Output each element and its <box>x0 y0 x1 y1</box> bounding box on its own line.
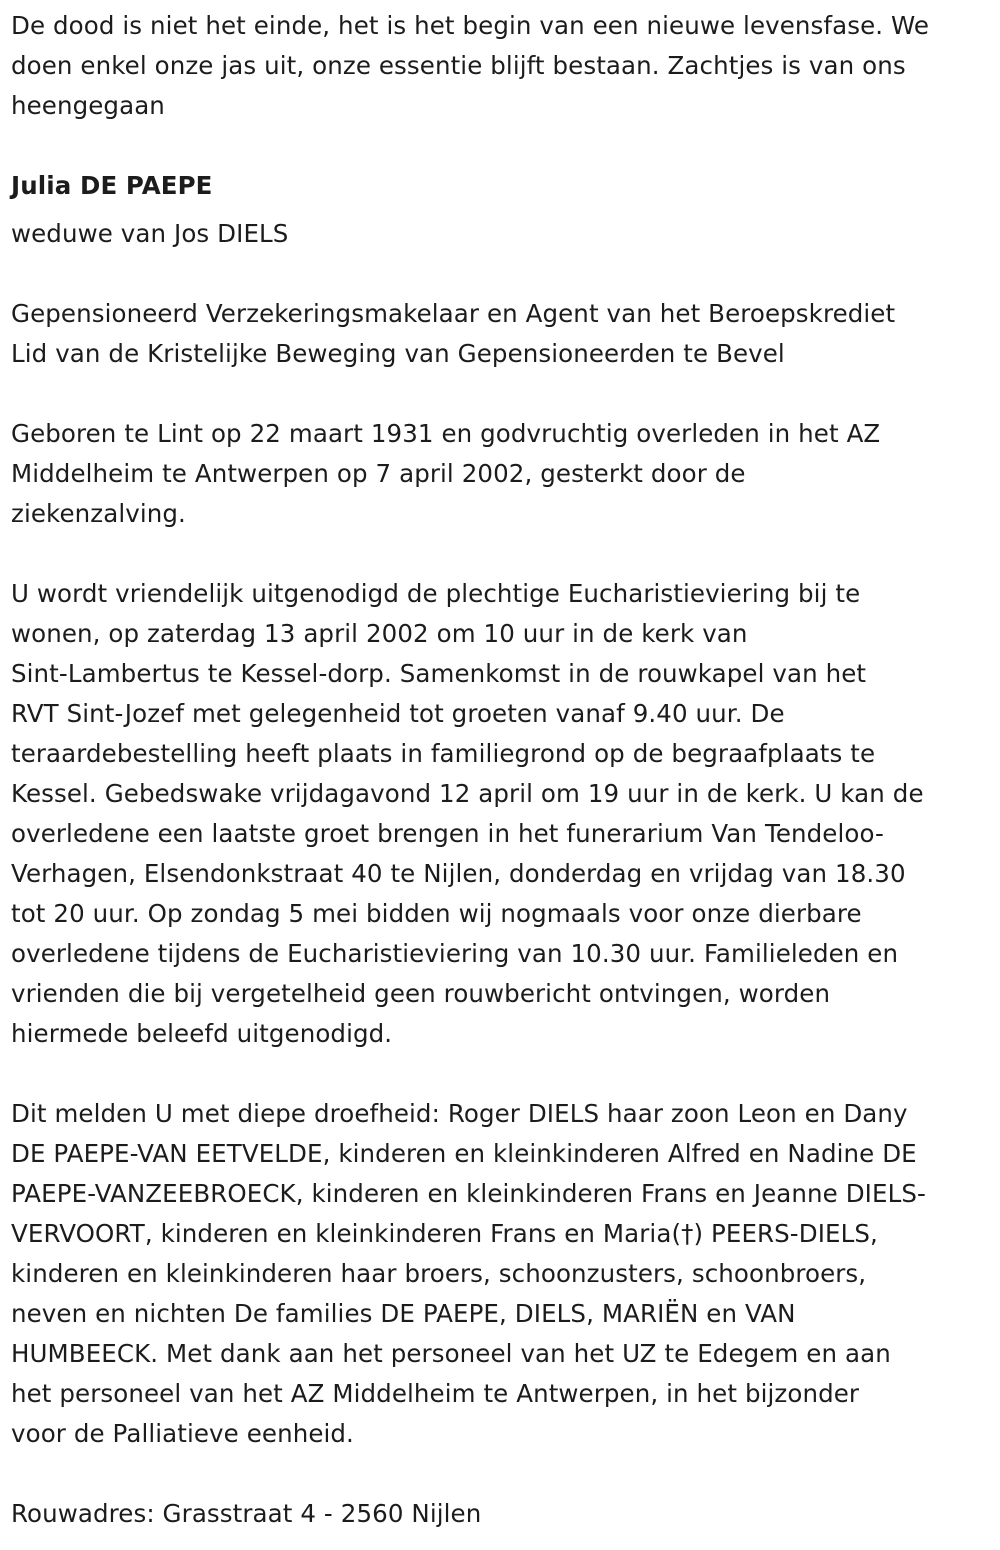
birth-death-line: Middelheim te Antwerpen op 7 april 2002, gesterkt door de <box>11 459 746 488</box>
announcement-paragraph <box>11 1094 988 1454</box>
ceremony-paragraph <box>11 574 988 1054</box>
ceremony-line: vrienden die bij vergetelheid geen rouwbericht ontvingen, worden <box>11 979 831 1008</box>
intro-line: heengegaan <box>11 91 165 120</box>
deceased-name: Julia DE PAEPE <box>11 171 213 200</box>
ceremony-line: tot 20 uur. Op zondag 5 mei bidden wij nogmaals voor onze dierbare <box>11 899 862 928</box>
intro-line: De dood is niet het einde, het is het begin van een nieuwe levensfase. We <box>11 11 930 40</box>
announcement-line: kinderen en kleinkinderen haar broers, schoonzusters, schoonbroers, <box>11 1259 867 1288</box>
announcement-line: het personeel van het AZ Middelheim te Antwerpen, in het bijzonder <box>11 1379 860 1408</box>
deceased-relation: weduwe van Jos DIELS <box>11 219 289 248</box>
ceremony-line: RVT Sint-Jozef met gelegenheid tot groeten vanaf 9.40 uur. De <box>11 699 785 728</box>
announcement-line: DE PAEPE-VAN EETVELDE, kinderen en kleinkinderen Alfred en Nadine DE <box>11 1139 917 1168</box>
spacer <box>11 126 988 166</box>
ceremony-line: hiermede beleefd uitgenodigd. <box>11 1019 393 1048</box>
ceremony-line: wonen, op zaterdag 13 april 2002 om 10 uur in de kerk van <box>11 619 748 648</box>
ceremony-line: Kessel. Gebedswake vrijdagavond 12 april om 19 uur in de kerk. U kan de <box>11 779 924 808</box>
announcement-line: PAEPE-VANZEEBROECK, kinderen en kleinkinderen Frans en Jeanne DIELS- <box>11 1179 926 1208</box>
spacer <box>11 1054 988 1094</box>
announcement-line: VERVOORT, kinderen en kleinkinderen Frans en Maria(†) PEERS-DIELS, <box>11 1219 878 1248</box>
ceremony-line: Sint-Lambertus te Kessel-dorp. Samenkomst in de rouwkapel van het <box>11 659 867 688</box>
announcement-line: HUMBEECK. Met dank aan het personeel van het UZ te Edegem en aan <box>11 1339 891 1368</box>
birth-death-line: Geboren te Lint op 22 maart 1931 en godvruchtig overleden in het AZ <box>11 419 881 448</box>
announcement-line: neven en nichten De families DE PAEPE, DIELS, MARIËN en VAN <box>11 1299 796 1328</box>
ceremony-line: U wordt vriendelijk uitgenodigd de plechtige Eucharistieviering bij te <box>11 579 861 608</box>
spacer <box>11 254 988 294</box>
spacer <box>11 1454 988 1494</box>
ceremony-line: teraardebestelling heeft plaats in familiegrond op de begraafplaats te <box>11 739 876 768</box>
occupation-line: Gepensioneerd Verzekeringsmakelaar en Agent van het Beroepskrediet <box>11 299 896 328</box>
intro-paragraph <box>11 6 988 126</box>
announcement-line: voor de Palliatieve eenheid. <box>11 1419 354 1448</box>
birth-death-line: ziekenzalving. <box>11 499 186 528</box>
mourning-address: Rouwadres: Grasstraat 4 - 2560 Nijlen <box>11 1499 482 1528</box>
occupation-paragraph <box>11 294 988 374</box>
spacer <box>11 534 988 574</box>
ceremony-line: overledene tijdens de Eucharistieviering van 10.30 uur. Familieleden en <box>11 939 899 968</box>
announcement-line: Dit melden U met diepe droefheid: Roger DIELS haar zoon Leon en Dany <box>11 1099 908 1128</box>
birth-death-paragraph <box>11 414 988 534</box>
spacer <box>11 374 988 414</box>
ceremony-line: Verhagen, Elsendonkstraat 40 te Nijlen, donderdag en vrijdag van 18.30 <box>11 859 906 888</box>
ceremony-line: overledene een laatste groet brengen in het funerarium Van Tendeloo- <box>11 819 884 848</box>
occupation-line: Lid van de Kristelijke Beweging van Gepensioneerden te Bevel <box>11 339 785 368</box>
intro-line: doen enkel onze jas uit, onze essentie blijft bestaan. Zachtjes is van ons <box>11 51 906 80</box>
